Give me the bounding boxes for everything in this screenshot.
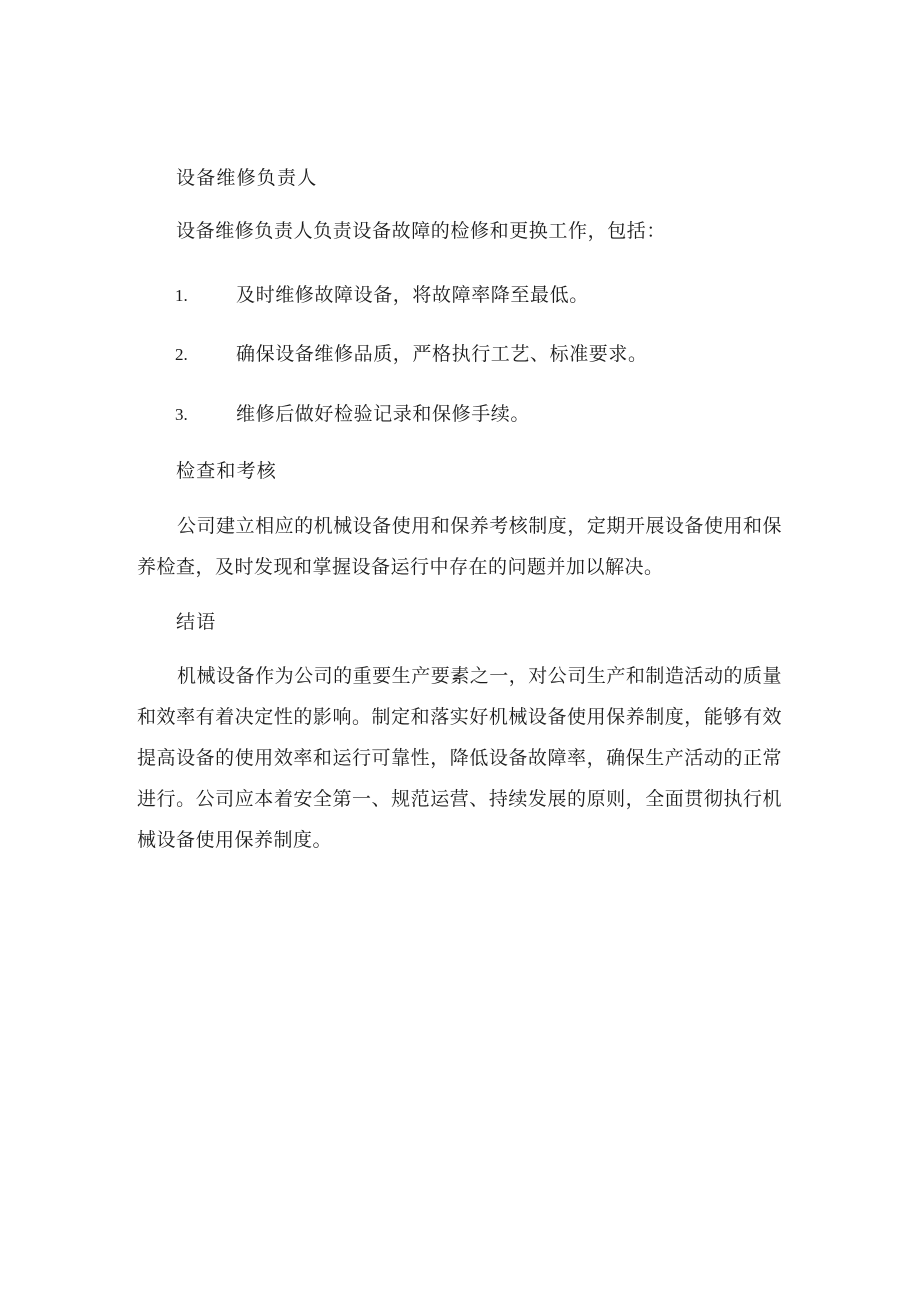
inspection-paragraph: 公司建立相应的机械设备使用和保养考核制度，定期开展设备使用和保养检查，及时发现和掌握设备运行中存在的问题并加以解决。 bbox=[137, 515, 782, 578]
maintenance-intro: 设备维修负责人负责设备故障的检修和更换工作，包括： bbox=[176, 220, 667, 242]
maintenance-heading: 设备维修负责人 bbox=[176, 167, 318, 189]
list-item-number: 2. bbox=[175, 345, 188, 364]
list-item-text: 及时维修故障设备，将故障率降至最低。 bbox=[236, 284, 589, 306]
list-item-text: 确保设备维修品质，严格执行工艺、标准要求。 bbox=[236, 343, 648, 365]
conclusion-paragraph: 机械设备作为公司的重要生产要素之一，对公司生产和制造活动的质量和效率有着决定性的影响。制定和落实好机械设备使用保养制度，能够有效提高设备的使用效率和运行可靠性，降低设备故障率，确保生产活动的正常进行。公司应本着安全第一、规范运营、持续发展的原则，全面贯彻执行机械设备使用保养制度。 bbox=[137, 665, 782, 851]
conclusion-heading: 结语 bbox=[176, 611, 217, 633]
list-item-number: 3. bbox=[175, 405, 188, 424]
list-item-text: 维修后做好检验记录和保修手续。 bbox=[236, 403, 531, 425]
inspection-heading: 检查和考核 bbox=[176, 460, 278, 482]
list-item-number: 1. bbox=[175, 286, 188, 305]
